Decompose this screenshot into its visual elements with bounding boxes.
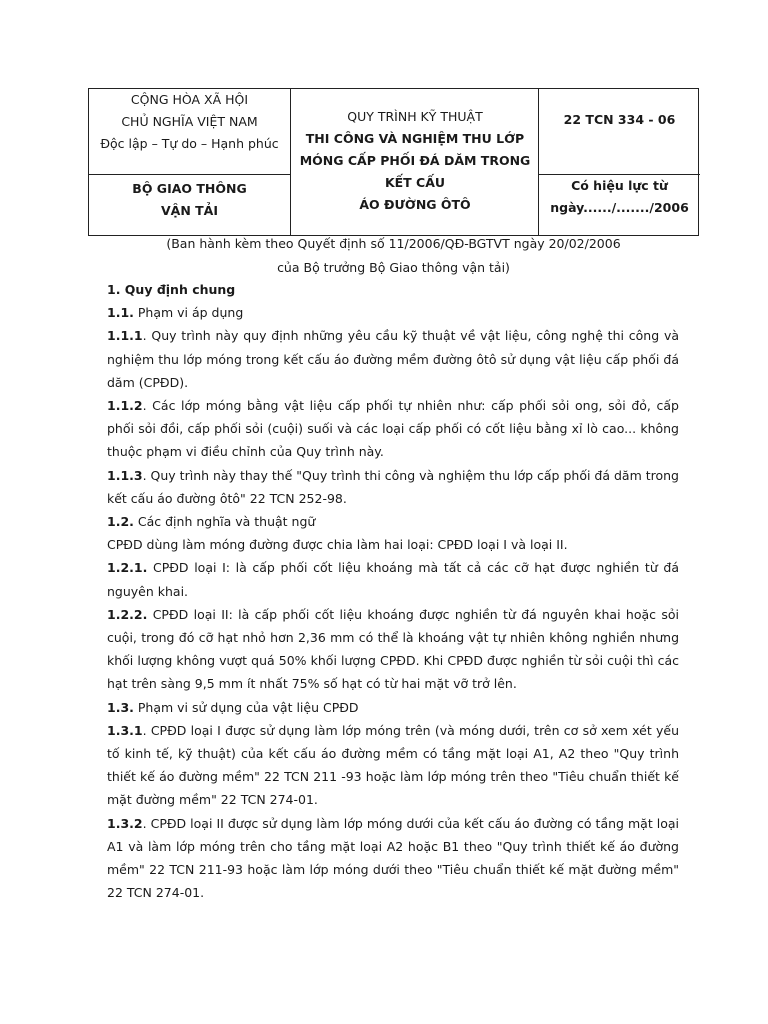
section-text: . CPĐD loại II được sử dụng làm lớp móng dưới của kết cấu áo đường có tầng mặt loại A1 và làm lớp móng trên cho tầng mặt loại A2 hoặc B1 theo "Quy trình thiết kế áo đường mềm" 22 TCN 211-93 hoặc làm lớp móng dưới theo "Tiêu chuẩn thiết kế mặt đường mềm" 22 TCN 274-01. <box>107 815 679 901</box>
paragraph <box>107 603 679 696</box>
section-number: 1.1.1 <box>107 328 143 344</box>
section-text: . CPĐD loại I được sử dụng làm lớp móng trên (và móng dưới, trên cơ sở xem xét yếu tố kinh tế, kỹ thuật) của kết cấu áo đường mềm có tầng mặt loại A1, A2 theo "Quy trình thiết kế áo đường mềm" 22 TCN 211 -93 hoặc làm lớp móng trên theo "Tiêu chuẩn thiết kế mặt đường mềm" 22 TCN 274-01. <box>107 722 679 808</box>
section-number: 1.2. <box>107 514 134 530</box>
paragraph <box>107 464 679 510</box>
standard-code: 22 TCN 334 - 06 <box>563 112 676 127</box>
standard-code-cell <box>539 89 700 175</box>
section-number: 1.2.1. <box>107 560 148 576</box>
document-title-line-3: KẾT CẤU <box>384 175 446 190</box>
section-text: Các định nghĩa và thuật ngữ <box>133 514 316 530</box>
document-type: QUY TRÌNH KỸ THUẬT <box>347 109 483 124</box>
section-number: 1.2.2. <box>107 606 148 622</box>
section-heading: 1. Quy định chung <box>107 282 236 297</box>
section-text: . Quy trình này quy định những yêu cầu kỹ thuật về vật liệu, công nghệ thi công và nghiệm thu lớp móng trong kết cấu áo đường mềm đường ôtô sử dụng vật liệu cấp phối đá dăm (CPĐD). <box>107 328 679 390</box>
effective-date-cell <box>539 175 700 237</box>
document-body <box>107 278 679 904</box>
paragraph <box>107 719 679 812</box>
ministry-line-1: BỘ GIAO THÔNG <box>132 181 247 196</box>
section-text: Phạm vi áp dụng <box>133 305 244 321</box>
paragraph <box>107 812 679 905</box>
document-title-cell <box>291 89 539 237</box>
paragraph <box>107 394 679 464</box>
country-name-cell <box>89 89 290 175</box>
paragraph <box>107 324 679 394</box>
ministry-cell <box>89 175 290 237</box>
paragraph <box>107 556 679 602</box>
country-line-1: CỘNG HÒA XÃ HỘI <box>130 92 249 107</box>
document-title-line-4: ÁO ĐƯỜNG ÔTÔ <box>359 197 471 212</box>
section-number: 1.3. <box>107 699 134 715</box>
issuance-line-1: (Ban hành kèm theo Quyết định số 11/2006/QĐ-BGTVT ngày 20/02/2006 <box>166 236 621 251</box>
section-number: 1.1. <box>107 305 134 321</box>
country-line-2: CHỦ NGHĨA VIỆT NAM <box>121 114 258 129</box>
section-text: . Quy trình này thay thế "Quy trình thi công và nghiệm thu lớp cấp phối đá dăm trong kết cấu áo đường ôtô" 22 TCN 252-98. <box>107 467 679 506</box>
section-number: 1.1.2 <box>107 398 143 414</box>
section-number: 1.1.3 <box>107 467 143 483</box>
issuance-note <box>88 232 699 280</box>
subsection-heading <box>107 301 679 324</box>
header-table <box>88 88 699 236</box>
effective-label: Có hiệu lực từ <box>571 178 668 193</box>
ministry-line-2: VẬN TẢI <box>160 203 218 218</box>
document-title-line-2: MÓNG CẤP PHỐI ĐÁ DĂM TRONG <box>299 153 531 168</box>
section-text: . Các lớp móng bằng vật liệu cấp phối tự nhiên như: cấp phối sỏi ong, sỏi đỏ, cấp phối sỏi đồi, cấp phối sỏi (cuội) suối và các loại cấp phối có cốt liệu bằng xỉ lò cao... không thuộc phạm vi điều chỉnh của Quy trình này. <box>107 398 679 460</box>
subsection-heading <box>107 696 679 719</box>
section-text: CPĐD loại II: là cấp phối cốt liệu khoáng được nghiền từ đá nguyên khai hoặc sỏi cuội, trong đó cỡ hạt nhỏ hơn 2,36 mm có thể là khoáng vật tự nhiên không nghiền nhưng khối lượng không vượt quá 50% khối lượng CPĐD. Khi CPĐD được nghiền từ sỏi cuội thì các hạt trên sàng 9,5 mm ít nhất 75% số hạt có từ hai mặt vỡ trở lên. <box>107 606 679 692</box>
section-number: 1.3.1 <box>107 722 143 738</box>
issuance-line-2: của Bộ trưởng Bộ Giao thông vận tải) <box>277 260 510 275</box>
paragraph: CPĐD dùng làm móng đường được chia làm hai loại: CPĐD loại I và loại II. <box>107 537 568 553</box>
motto: Độc lập – Tự do – Hạnh phúc <box>100 136 279 151</box>
subsection-heading <box>107 510 679 533</box>
section-text: CPĐD loại I: là cấp phối cốt liệu khoáng mà tất cả các cỡ hạt được nghiền từ đá nguyên khai. <box>107 560 679 599</box>
document-title-line-1: THI CÔNG VÀ NGHIỆM THU LỚP <box>305 131 525 146</box>
effective-date: ngày....../......./2006 <box>550 200 689 215</box>
section-text: Phạm vi sử dụng của vật liệu CPĐD <box>133 699 359 715</box>
section-number: 1.3.2 <box>107 815 143 831</box>
